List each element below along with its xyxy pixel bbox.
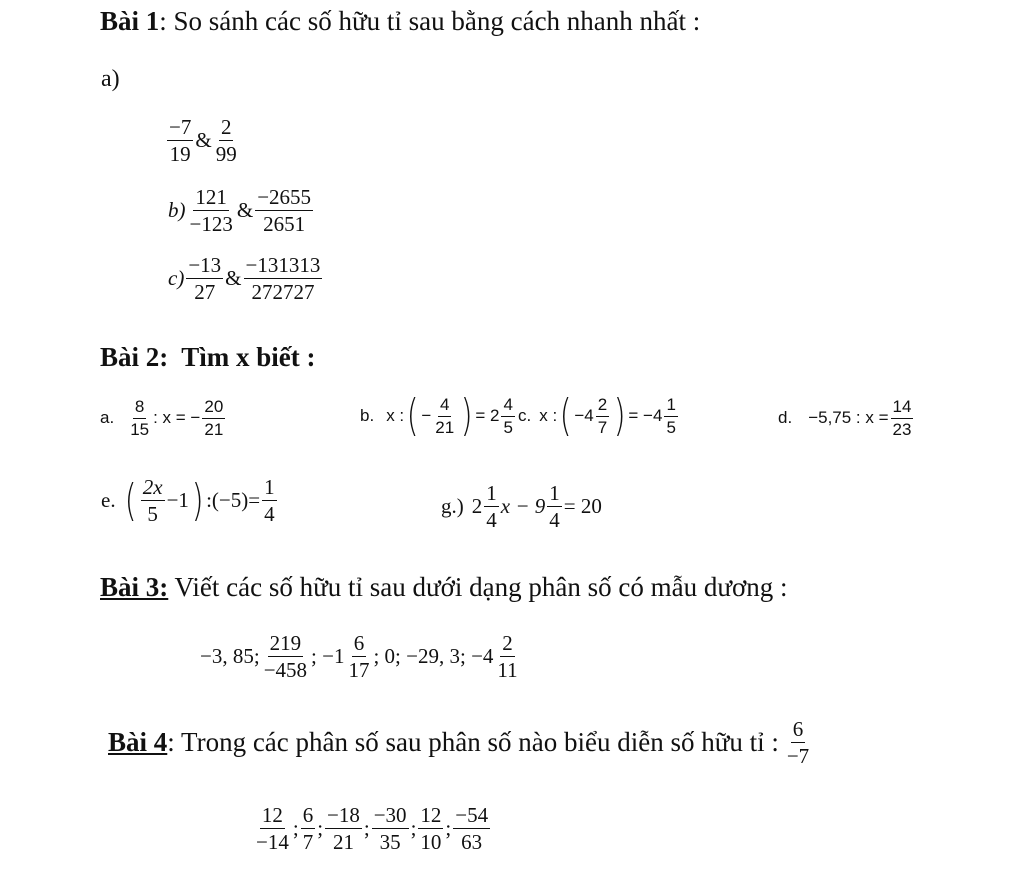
fraction: $\frac{-2655}{2651}$ xyxy=(257,185,312,237)
fraction: $\frac{-18}{21}$ xyxy=(327,803,360,855)
fraction: $\frac{6}{-7}$ xyxy=(786,717,810,769)
bai2-heading: Bài 2: Tìm x biết : xyxy=(100,342,316,372)
bai4-fraction-list: $\frac{12}{-14}$ ; $\frac{6}{7}$ ; $\frac{-18}{21}$ ; $\frac{-30}{35}$ ; $\frac{12}{10}$ ; $\frac{-54}{63}$ xyxy=(256,803,489,855)
fraction: $\frac{6}{17}$ xyxy=(348,631,370,683)
bai1-a-expression: $\frac{-7}{19}$ & $\frac{2}{99}$ xyxy=(169,115,237,167)
bai1-title: Bài 1 xyxy=(100,6,160,36)
fraction: $\frac{2}{7}$ xyxy=(597,394,608,437)
fraction: $\frac{-131313}{272727}$ xyxy=(245,253,321,305)
fraction: $\frac{6}{7}$ xyxy=(302,803,314,855)
fraction: $\frac{2}{99}$ xyxy=(215,115,237,167)
fraction: $\frac{1}{5}$ xyxy=(666,394,676,437)
fraction: $\frac{8}{15}$ xyxy=(130,397,150,439)
bai2-title: Bài 2: xyxy=(100,342,169,372)
bai2-a-expression: a. $\frac{8}{15}$ : x = − $\frac{20}{21}$ xyxy=(100,397,224,439)
fraction: $\frac{1}{4}$ xyxy=(264,475,275,527)
fraction: $\frac{-13}{27}$ xyxy=(188,253,222,305)
bai2-e-expression: e. ( $\frac{2x}{5}$ −1 ) :(−5)= $\frac{1}{4}$ xyxy=(101,474,275,527)
fraction: $\frac{1}{4}$ xyxy=(549,481,560,533)
fraction: $\frac{1}{4}$ xyxy=(486,481,497,533)
fraction: $\frac{-30}{35}$ xyxy=(373,803,407,855)
bai2-c-expression: c. x : ( −4 $\frac{2}{7}$ ) = −4 $\frac{1}{5}$ xyxy=(518,390,676,441)
fraction: $\frac{12}{-14}$ xyxy=(256,803,289,855)
bai2-g-expression: g.) 2 $\frac{1}{4}$ x − 9 $\frac{1}{4}$ = 20 xyxy=(441,481,602,533)
bai4-heading: Bài 4 : Trong các phân số sau phân số nào biểu diễn số hữu tỉ : $\frac{6}{-7}$ xyxy=(108,717,810,769)
fraction: $\frac{-54}{63}$ xyxy=(455,803,489,855)
fraction: $\frac{4}{21}$ xyxy=(435,394,455,437)
bai2-b-expression: b. x : ( − $\frac{4}{21}$ ) = 2 $\frac{4}{5}$ xyxy=(360,390,513,441)
fraction: $\frac{121}{-123}$ xyxy=(189,185,233,237)
fraction: $\frac{12}{10}$ xyxy=(420,803,442,855)
fraction: $\frac{2x}{5}$ xyxy=(142,475,163,527)
fraction: $\frac{14}{23}$ xyxy=(892,397,912,439)
bai1-heading: Bài 1: So sánh các số hữu tỉ sau bằng cách nhanh nhất : xyxy=(100,6,701,36)
bai2-d-expression: d. −5,75 : x = $\frac{14}{23}$ xyxy=(778,397,912,439)
bai3-title: Bài 3: xyxy=(100,572,169,602)
bai4-title: Bài 4 xyxy=(108,727,168,758)
fraction: $\frac{4}{5}$ xyxy=(503,394,513,437)
part-a-label: a) xyxy=(101,66,120,92)
bai1-c-expression: c) $\frac{-13}{27}$ & $\frac{-131313}{272727}$ xyxy=(168,253,321,305)
fraction: $\frac{2}{11}$ xyxy=(497,631,518,683)
fraction: $\frac{219}{-458}$ xyxy=(263,631,308,683)
fraction: $\frac{20}{21}$ xyxy=(204,397,224,439)
bai3-heading: Bài 3: Viết các số hữu tỉ sau dưới dạng phân số có mẫu dương : xyxy=(100,572,788,602)
fraction: $\frac{-7}{19}$ xyxy=(169,115,192,167)
bai3-expression: −3, 85; $\frac{219}{-458}$ ; −1 $\frac{6}{17}$ ; 0; −29, 3; −4 $\frac{2}{11}$ xyxy=(200,631,518,683)
bai1-b-expression: b) $\frac{121}{-123}$ & $\frac{-2655}{2651}$ xyxy=(168,185,312,237)
